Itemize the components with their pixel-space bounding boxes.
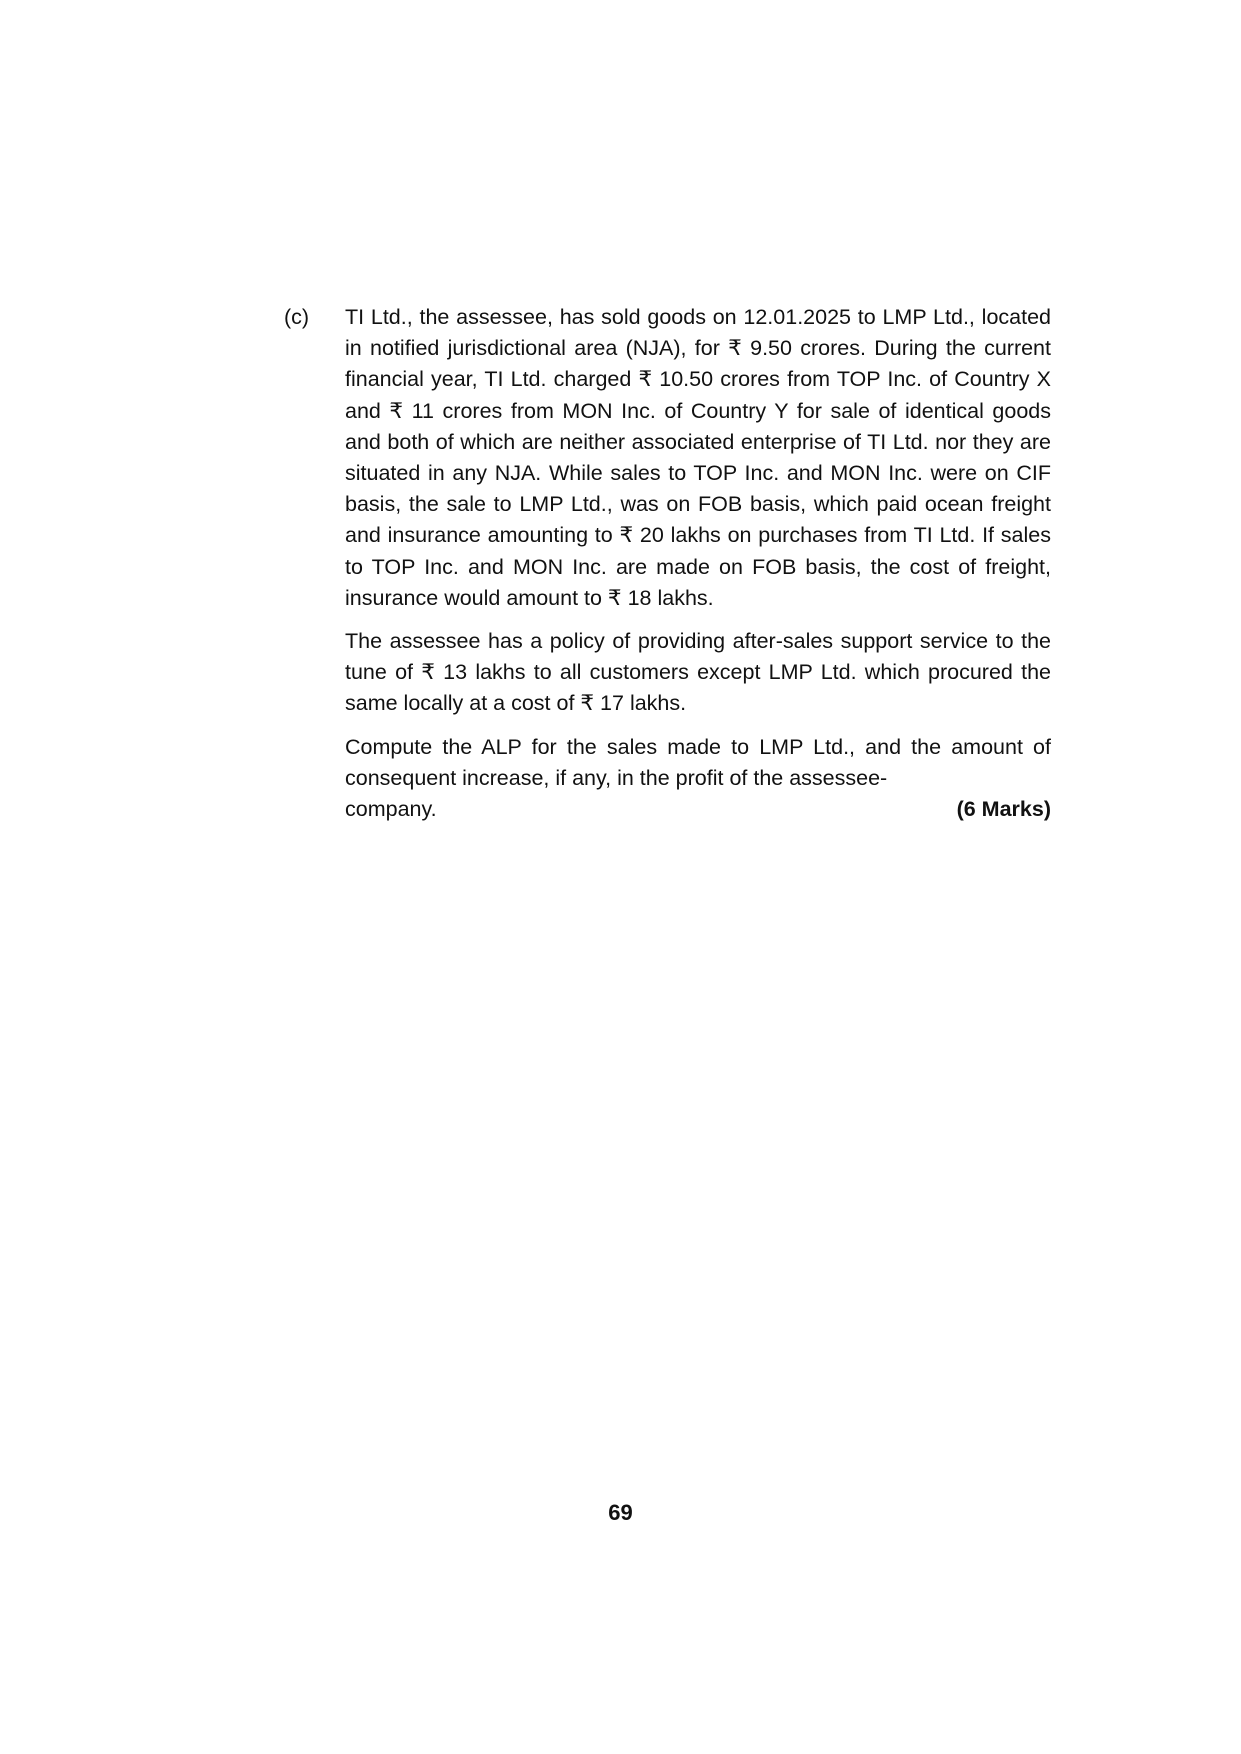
question-label: (c) — [284, 305, 310, 329]
question-paragraph-1: TI Ltd., the assessee, has sold goods on 12.01.2025 to LMP Ltd., located in notified jurisdictional area (NJA), for ₹ 9.50 crores. During the current financial year, TI Ltd. charged ₹ 10.50 crores from TOP Inc. of Country X and ₹ 11 crores from MON Inc. of Country Y for sale of identical goods and both of which are neither associated enterprise of TI Ltd. nor they are situated in any NJA. While sales to TOP Inc. and MON Inc. were on CIF basis, the sale to LMP Ltd., was on FOB basis, which paid ocean freight and insurance amounting to ₹ 20 lakhs on purchases from TI Ltd. If sales to TOP Inc. and MON Inc. are made on FOB basis, the cost of freight, insurance would amount to ₹ 18 lakhs. — [345, 305, 1051, 610]
question-last-line: company. — [345, 797, 437, 822]
question-paragraph-2: The assessee has a policy of providing after-sales support service to the tune of ₹ 13 lakhs to all customers except LMP Ltd. which procured the same locally at a cost of ₹ 17 lakhs. — [345, 629, 1051, 716]
marks-line — [345, 794, 1051, 825]
page-number: 69 — [608, 1500, 633, 1525]
marks-label: (6 Marks) — [956, 797, 1051, 822]
question-paragraph-3: Compute the ALP for the sales made to LMP Ltd., and the amount of consequent increase, if any, in the profit of the assessee- — [345, 734, 1051, 790]
question-body — [345, 302, 1051, 825]
question-c — [284, 302, 1051, 825]
